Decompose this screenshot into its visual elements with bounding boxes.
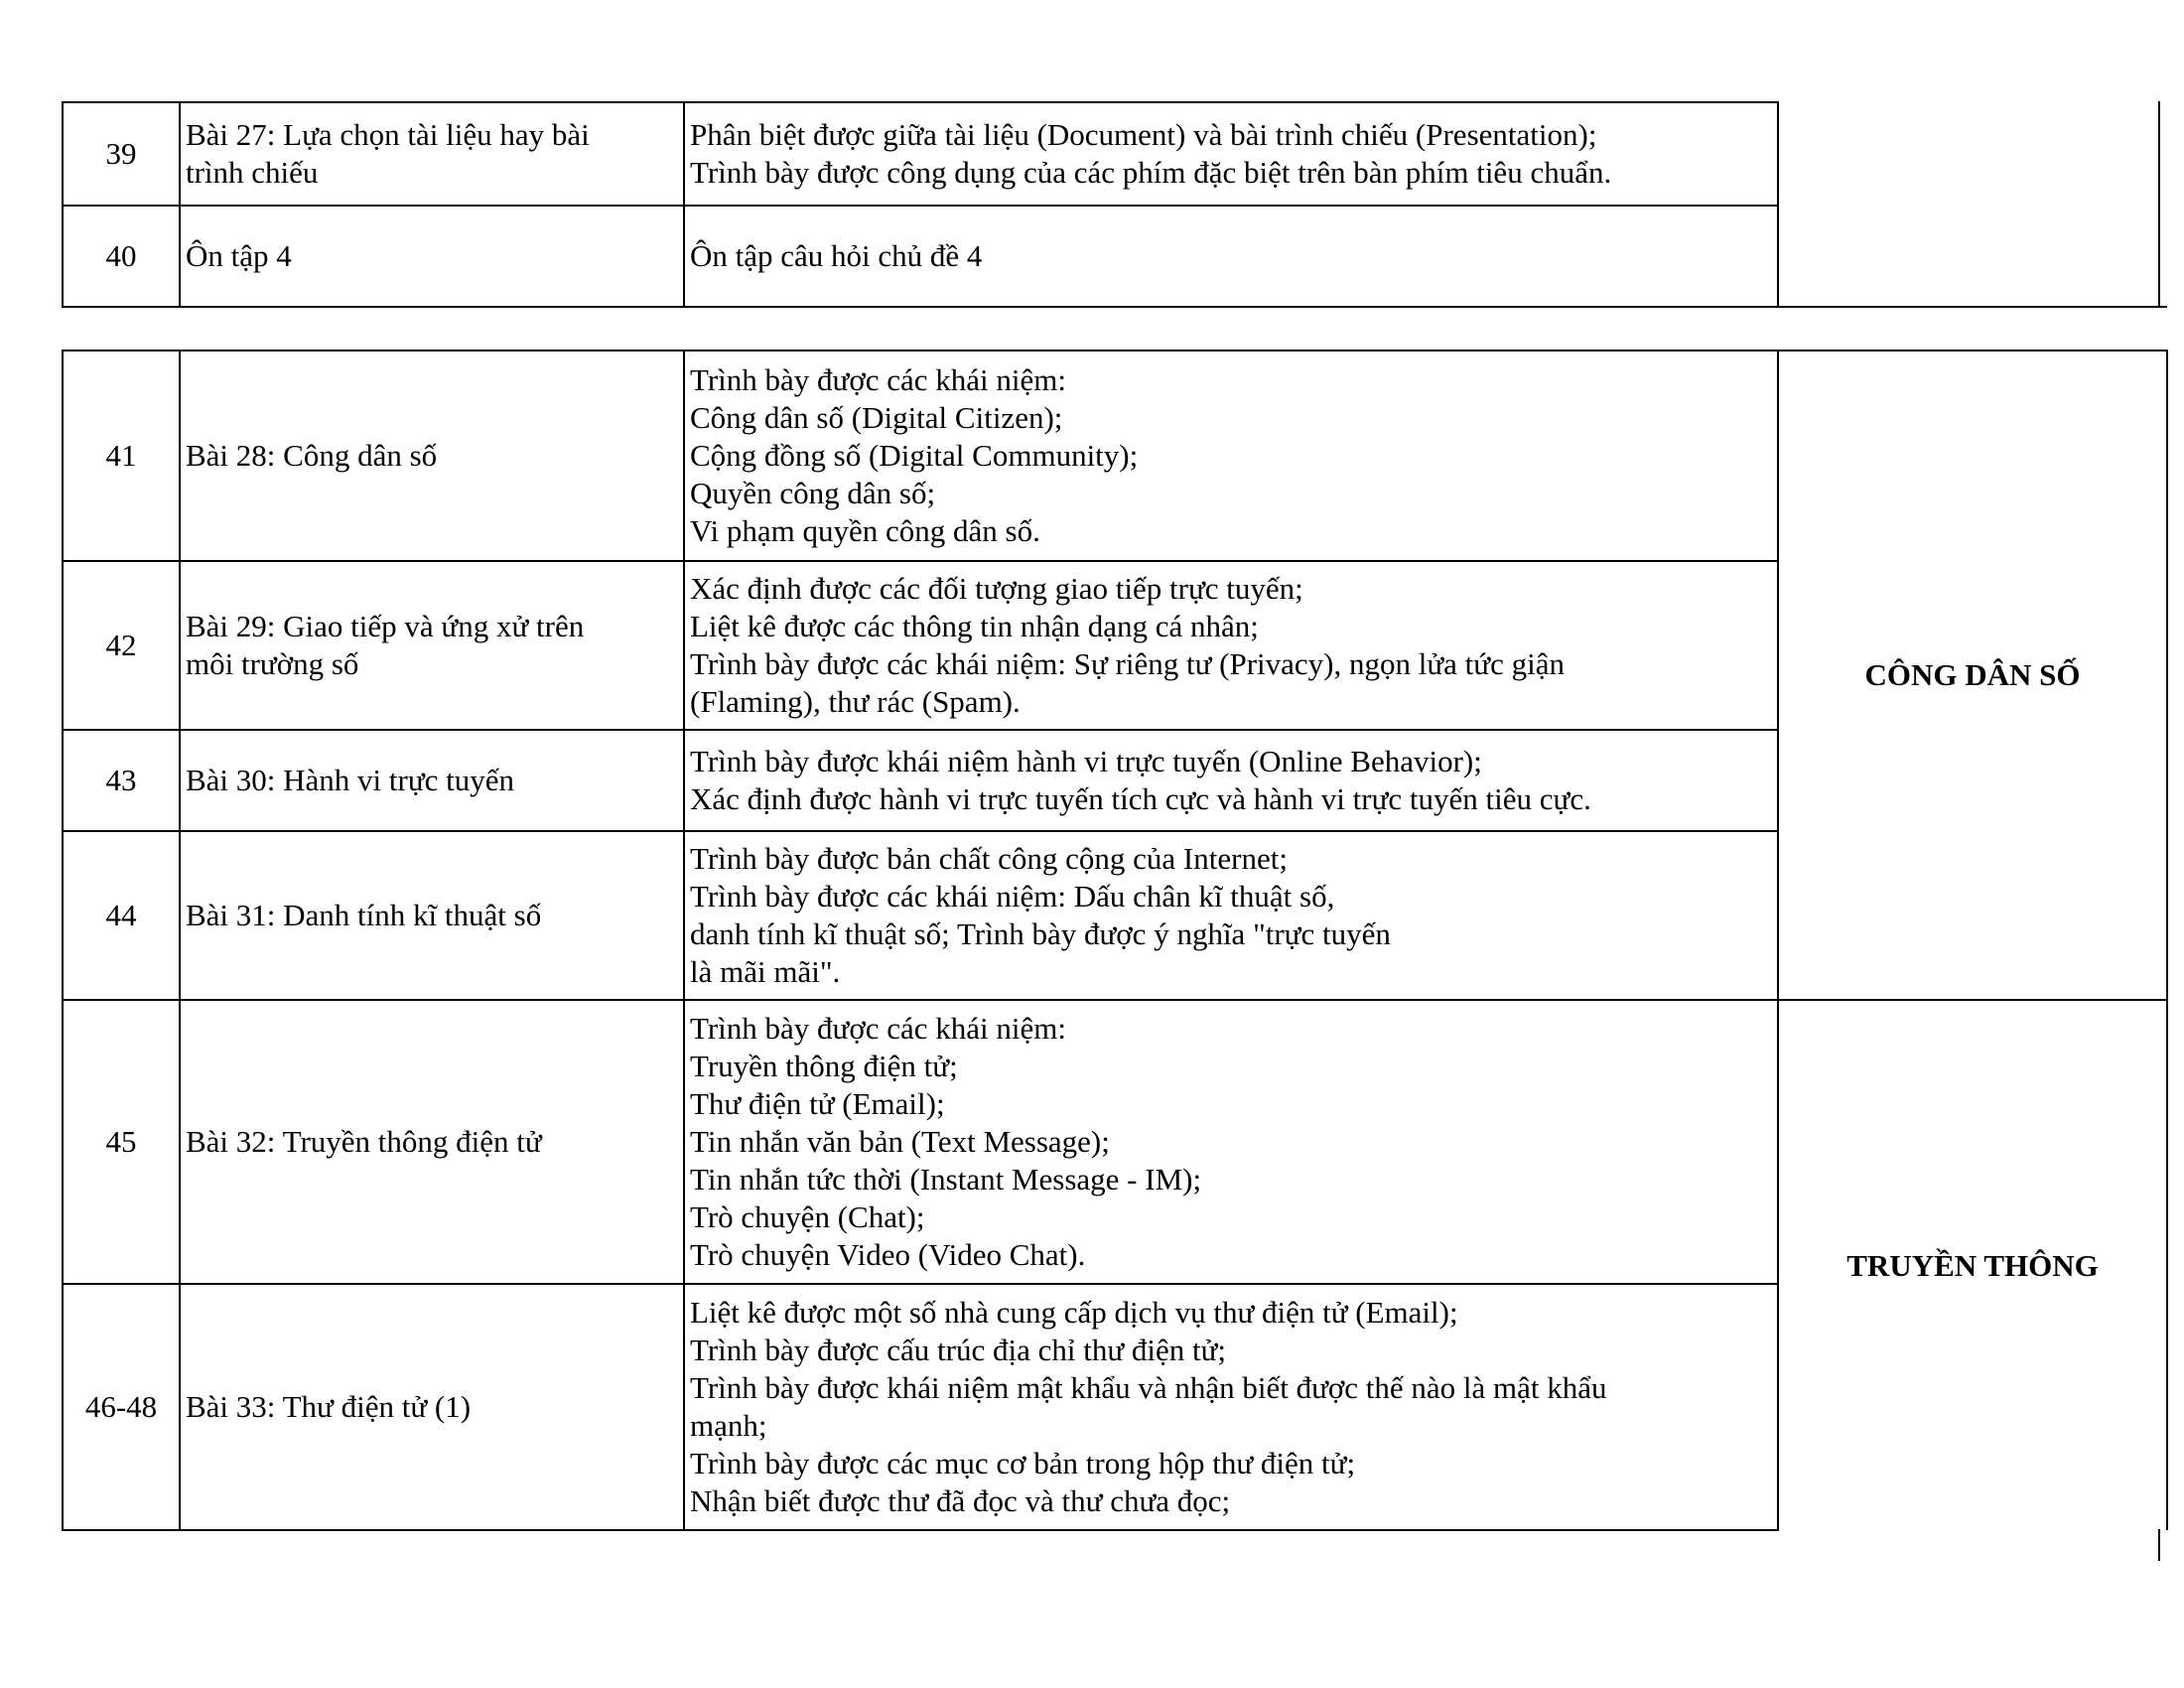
lesson-title: Bài 29: Giao tiếp và ứng xử trên môi trường số [180,561,684,730]
table-row [63,102,2167,206]
lesson-title: Bài 28: Công dân số [180,351,684,561]
lesson-objectives: Trình bày được các khái niệm: Công dân số (Digital Citizen); Cộng đồng số (Digital Community); Quyền công dân số; Vi phạm quyền công dân số. [684,351,1778,561]
curriculum-table-top [62,101,2167,308]
topic-cell [1778,102,2167,307]
lesson-number: 40 [63,206,180,307]
lesson-objectives: Xác định được các đối tượng giao tiếp trực tuyến; Liệt kê được các thông tin nhận dạng cá nhân; Trình bày được các khái niệm: Sự riêng tư (Privacy), ngọn lửa tức giận (Flaming), thư rác (Spam). [684,561,1778,730]
lesson-objectives: Ôn tập câu hỏi chủ đề 4 [684,206,1778,307]
lesson-objectives: Phân biệt được giữa tài liệu (Document) và bài trình chiếu (Presentation); Trình bày được công dụng của các phím đặc biệt trên bàn phím tiêu chuẩn. [684,102,1778,206]
lesson-number: 42 [63,561,180,730]
curriculum-table-main [62,350,2168,1531]
topic-cong-dan-so: CÔNG DÂN SỐ [1778,351,2167,1000]
table-right-border-top [2158,101,2160,306]
lesson-title: Bài 31: Danh tính kĩ thuật số [180,831,684,1000]
lesson-title: Bài 30: Hành vi trực tuyến [180,730,684,831]
lesson-title: Bài 32: Truyền thông điện tử [180,1000,684,1284]
lesson-number: 41 [63,351,180,561]
topic-truyen-thong: TRUYỀN THÔNG [1778,1000,2167,1530]
table-right-border-bottom [2158,1529,2160,1561]
lesson-number: 43 [63,730,180,831]
lesson-number: 45 [63,1000,180,1284]
table-row [63,351,2167,561]
lesson-objectives: Trình bày được bản chất công cộng của Internet; Trình bày được các khái niệm: Dấu chân kĩ thuật số, danh tính kĩ thuật số; Trình bày được ý nghĩa "trực tuyến là mãi mãi". [684,831,1778,1000]
lesson-title: Ôn tập 4 [180,206,684,307]
lesson-title: Bài 33: Thư điện tử (1) [180,1284,684,1530]
lesson-objectives: Trình bày được các khái niệm: Truyền thông điện tử; Thư điện tử (Email); Tin nhắn văn bản (Text Message); Tin nhắn tức thời (Instant Message - IM); Trò chuyện (Chat); Trò chuyện Video (Video Chat). [684,1000,1778,1284]
lesson-objectives: Trình bày được khái niệm hành vi trực tuyến (Online Behavior); Xác định được hành vi trực tuyến tích cực và hành vi trực tuyến tiêu cực. [684,730,1778,831]
lesson-number: 39 [63,102,180,206]
lesson-number: 46-48 [63,1284,180,1530]
lesson-number: 44 [63,831,180,1000]
table-row [63,1000,2167,1284]
lesson-objectives: Liệt kê được một số nhà cung cấp dịch vụ thư điện tử (Email); Trình bày được cấu trúc địa chỉ thư điện tử; Trình bày được khái niệm mật khẩu và nhận biết được thế nào là mật khẩu mạnh; Trình bày được các mục cơ bản trong hộp thư điện tử; Nhận biết được thư đã đọc và thư chưa đọc; [684,1284,1778,1530]
lesson-title: Bài 27: Lựa chọn tài liệu hay bài trình chiếu [180,102,684,206]
